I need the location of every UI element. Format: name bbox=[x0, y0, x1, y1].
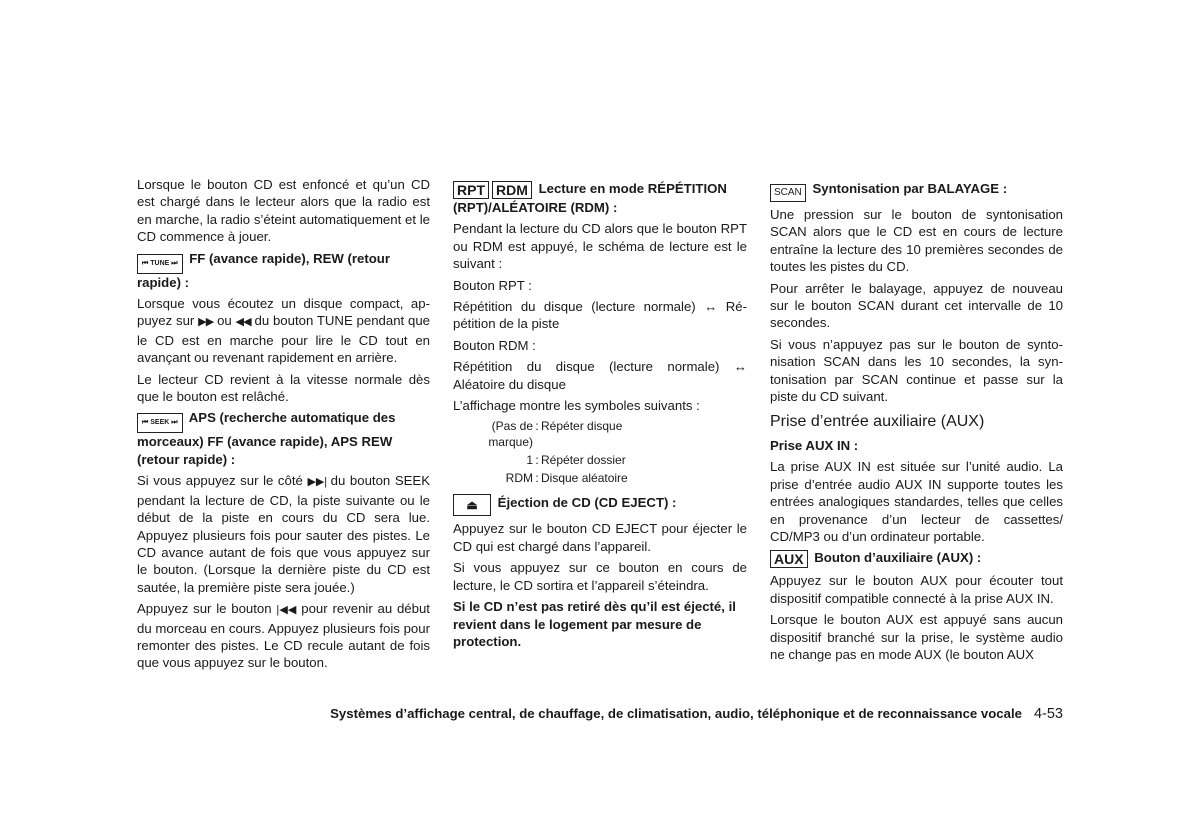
paragraph: Appuyez sur le bouton CD EJECT pour éjecter le CD qui est chargé dans l’appareil. bbox=[453, 521, 747, 554]
paragraph: Lorsque le bouton CD est enfoncé et qu’un CD est chargé dans le lecteur alors que la radio est en marche, la radio s’éteint automatiquement et le CD commence à jouer. bbox=[137, 177, 430, 245]
section-title: Prise d’entrée auxiliaire (AUX) bbox=[770, 413, 985, 431]
legend-sep: : bbox=[535, 419, 539, 434]
rewind-icon: ◀◀ bbox=[235, 316, 251, 329]
paragraph: Appuyez sur le bouton AUX pour écouter tout dispositif compatible connecté à la prise AUX IN. bbox=[770, 573, 1063, 606]
tune-button-icon: ⏮ TUNE ⏭ bbox=[137, 254, 183, 274]
page-footer bbox=[0, 706, 1063, 722]
next-track-icon: ▶▶| bbox=[307, 476, 327, 489]
legend-sep: : bbox=[535, 471, 539, 486]
legend-key: 1 bbox=[526, 453, 533, 468]
legend-key: RDM bbox=[505, 471, 533, 486]
heading-aux-in: Prise AUX IN : bbox=[770, 437, 859, 453]
left-column bbox=[137, 176, 430, 676]
paragraph: Répétition du disque (lecture normale) ↔ Répétition de la piste bbox=[453, 299, 747, 332]
right-column bbox=[770, 176, 1063, 667]
heading-scan: SCAN Syntonisation par BALAYAGE : bbox=[770, 180, 1063, 202]
previous-track-icon: |◀◀ bbox=[276, 604, 297, 617]
paragraph: Bouton RDM : bbox=[453, 337, 536, 353]
paragraph: Si vous n’appuyez pas sur le bouton de syntonisation SCAN dans les 10 secondes, la syntonisation par SCAN continue et passe sur la piste du CD suivant. bbox=[770, 336, 1063, 405]
footer-title: Systèmes d’affichage central, de chauffage, de climatisation, audio, téléphonique et de reconnaissance vocale bbox=[330, 706, 1022, 721]
paragraph: Le lecteur CD revient à la vitesse normale dès que le bouton est relâché. bbox=[137, 371, 430, 405]
scan-button-icon: SCAN bbox=[770, 184, 806, 202]
warning-paragraph: Si le CD n’est pas retiré dès qu’il est éjecté, il revient dans le logement par mesure de protection. bbox=[453, 599, 736, 649]
seek-button-icon: ⏮ SEEK ⏭ bbox=[137, 413, 183, 433]
paragraph: Bouton RPT : bbox=[453, 277, 532, 293]
aux-button-icon: AUX bbox=[770, 550, 808, 568]
legend-desc: Répéter disque bbox=[541, 419, 623, 434]
paragraph: Lorsque vous écoutez un disque compact, appuyez sur ▶▶ ou ◀◀ du bouton TUNE pendant que le CD est en marche pour lire le CD tout en avançant ou revenant rapidement en arrière. bbox=[137, 296, 431, 366]
paragraph: Répétition du disque (lecture normale) ↔ Aléatoire du disque bbox=[453, 359, 747, 392]
heading-aux-button: AUX Bouton d’auxiliaire (AUX) : bbox=[770, 549, 1063, 568]
heading-aps: ⏮ SEEK ⏭ APS (recherche automatique des morceaux) FF (avance rapide), APS REW (retour rapide) : bbox=[137, 410, 396, 467]
paragraph: Pour arrêter le balayage, appuyez de nouveau sur le bouton SCAN durant cet intervalle de 10 secondes. bbox=[770, 280, 1063, 331]
rdm-button-icon: RDM bbox=[492, 181, 532, 199]
paragraph: Pendant la lecture du CD alors que le bouton RPT ou RDM est appuyé, le schéma de lecture est le suivant : bbox=[453, 221, 747, 272]
paragraph: Si vous appuyez sur le côté ▶▶| du bouton SEEK pendant la lecture de CD, la piste suivante ou le début de la piste en cours du CD sera lue. Appuyez plusieurs fois pour sauter des pistes. Le CD avance autant de fois que vous appuyez sur le bouton. (Lorsque la dernière piste du CD est sautée, la première piste sera jouée.) bbox=[137, 473, 431, 595]
paragraph: Si vous appuyez sur ce bouton en cours de lecture, le CD sortira et l’appareil s’éteindra. bbox=[453, 560, 747, 593]
paragraph: Une pression sur le bouton de syntonisation SCAN alors que le CD est en cours de lecture entraîne la lecture des 10 premières secondes de toutes les pistes du CD. bbox=[770, 207, 1063, 275]
heading-repeat-random: RPT RDM Lecture en mode RÉPÉTITION (RPT)/ALÉATOIRE (RDM) : bbox=[453, 181, 727, 215]
fast-forward-icon: ▶▶ bbox=[198, 316, 214, 329]
heading-eject: ⏏ Éjection de CD (CD EJECT) : bbox=[453, 494, 747, 516]
middle-column bbox=[453, 176, 747, 654]
eject-icon: ⏏ bbox=[453, 494, 491, 516]
paragraph: Lorsque le bouton AUX est appuyé sans aucun dispositif branché sur la prise, le système audio ne change pas en mode AUX (le bouton AUX bbox=[770, 612, 1063, 662]
page-number: 4-53 bbox=[1033, 706, 1063, 722]
legend-sep: : bbox=[535, 453, 539, 468]
symbol-legend bbox=[453, 418, 747, 486]
paragraph: Appuyez sur le bouton |◀◀ pour revenir au début du morceau en cours. Appuyez plusieurs fois pour remonter des pistes. Le CD recule autant de fois que vous appuyez sur le bouton. bbox=[137, 601, 430, 671]
legend-desc: Répéter dossier bbox=[541, 453, 626, 468]
paragraph: L’affichage montre les symboles suivants : bbox=[453, 398, 700, 414]
paragraph: La prise AUX IN est située sur l’unité audio. La prise d’entrée audio AUX IN supporte toutes les entrées analogiques standardes, telles que celles en provenance d’un lecteur de cassettes/ CD/MP3 ou d’un ordinateur portable. bbox=[770, 459, 1063, 544]
legend-key: (Pas de marque) bbox=[488, 419, 533, 450]
rpt-button-icon: RPT bbox=[453, 181, 489, 199]
legend-desc: Disque aléatoire bbox=[541, 471, 628, 486]
heading-ff-rew: ⏮ TUNE ⏭ FF (avance rapide), REW (retour rapide) : bbox=[137, 250, 390, 290]
